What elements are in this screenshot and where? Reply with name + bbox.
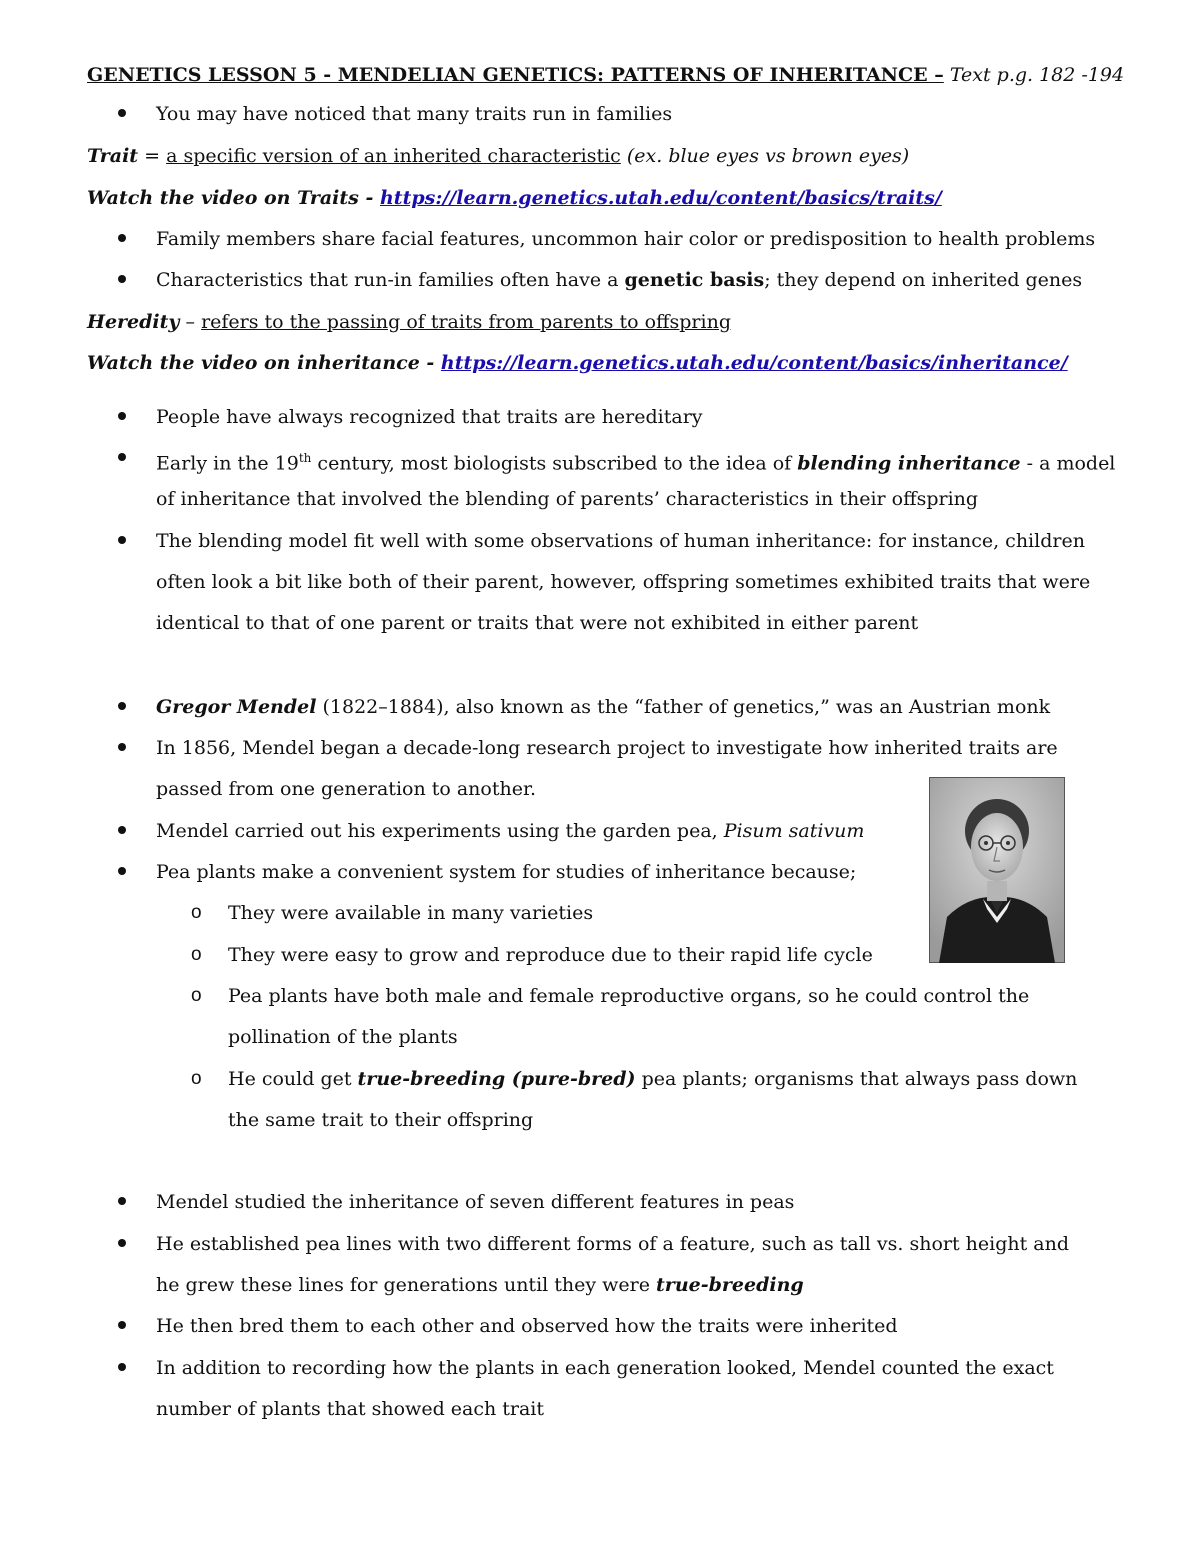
bullet-genetic-basis — [156, 268, 1082, 292]
sub-bullet-icon: o — [191, 985, 202, 1006]
bullet-icon — [118, 1363, 126, 1371]
genetic-basis-term: genetic basis — [624, 269, 765, 291]
true-breeding-term: true-breeding (pure-bred) — [357, 1068, 636, 1090]
mendel-portrait-image — [929, 777, 1065, 963]
trait-equals: = — [138, 145, 167, 167]
blending-sup: th — [298, 451, 312, 465]
blending-post: - a model — [1020, 452, 1116, 475]
lesson-title — [87, 63, 1124, 87]
blending-model-line-1: The blending model fit well with some observations of human inheritance: for instance, children — [156, 530, 1085, 552]
sub-bullet-easy-grow: They were easy to grow and reproduce due to their rapid life cycle — [228, 944, 873, 966]
pisum-sativum: Pisum sativum — [723, 820, 865, 842]
counting-line-2: number of plants that showed each trait — [156, 1398, 545, 1420]
trait-term: Trait — [87, 145, 139, 167]
blending-model-line-2: often look a bit like both of their parent, however, offspring sometimes exhibited traits that were — [156, 571, 1091, 593]
pea-lines-true-breeding: true-breeding — [656, 1274, 804, 1296]
blending-model-line-3: identical to that of one parent or traits that were not exhibited in either parent — [156, 612, 919, 634]
sub-bullet-true-breeding-line-2: the same trait to their offspring — [228, 1109, 534, 1131]
counting-line-1: In addition to recording how the plants in each generation looked, Mendel counted the exact — [156, 1357, 1054, 1379]
bullet-icon — [118, 109, 126, 117]
blending-line-2: of inheritance that involved the blending of parents’ characteristics in their offspring — [156, 488, 979, 510]
heredity-def-text: refers to the passing of traits from parents to offspring — [201, 311, 731, 333]
bullet-traits-run-in-families: You may have noticed that many traits run in families — [156, 103, 673, 125]
bullet-icon — [118, 412, 126, 420]
video-traits-line — [87, 186, 942, 210]
genetic-basis-post: ; they depend on inherited genes — [764, 269, 1083, 291]
pea-lines-pre: he grew these lines for generations until they were — [156, 1274, 657, 1296]
blending-term: blending inheritance — [797, 452, 1021, 475]
bullet-bred-each-other: He then bred them to each other and observed how the traits were inherited — [156, 1315, 898, 1337]
sub-bullet-true-breeding — [228, 1067, 1077, 1091]
bullet-icon — [118, 536, 126, 544]
bullet-icon — [118, 453, 126, 461]
title-text-ref: Text p.g. 182 -194 — [943, 64, 1125, 86]
sub-bullet-icon: o — [191, 944, 202, 965]
trait-def-text: a specific version of an inherited characteristic — [166, 145, 621, 167]
pea-lines-line-2 — [156, 1273, 804, 1297]
video-inheritance-label: Watch the video on inheritance - — [87, 352, 441, 374]
trait-definition — [87, 144, 909, 168]
mendel-research-line-2: passed from one generation to another. — [156, 778, 536, 800]
bullet-icon — [118, 826, 126, 834]
mendel-name: Gregor Mendel — [156, 696, 317, 718]
title-main: GENETICS LESSON 5 - MENDELIAN GENETICS: PATTERNS OF INHERITANCE – — [87, 64, 944, 86]
sub-bullet-varieties: They were available in many varieties — [228, 902, 594, 924]
pea-lines-line-1: He established pea lines with two different forms of a feature, such as tall vs. short height and — [156, 1233, 1070, 1255]
bullet-icon — [118, 702, 126, 710]
bullet-garden-pea — [156, 819, 864, 843]
bullet-seven-features: Mendel studied the inheritance of seven different features in peas — [156, 1191, 795, 1213]
bullet-icon — [118, 743, 126, 751]
heredity-definition — [87, 310, 731, 334]
bullet-icon — [118, 1321, 126, 1329]
mendel-research-line-1: In 1856, Mendel began a decade-long research project to investigate how inherited traits are — [156, 737, 1058, 759]
bullet-icon — [118, 1197, 126, 1205]
bullet-icon — [118, 867, 126, 875]
sub-bullet-organs-line-2: pollination of the plants — [228, 1026, 458, 1048]
mendel-desc: (1822–1884), also known as the “father of genetics,” was an Austrian monk — [316, 696, 1051, 718]
genetic-basis-pre: Characteristics that run-in families often have a — [156, 269, 625, 291]
true-breeding-pre: He could get — [228, 1068, 358, 1090]
garden-pea-pre: Mendel carried out his experiments using the garden pea, — [156, 820, 724, 842]
heredity-dash: – — [179, 311, 202, 333]
bullet-icon — [118, 1239, 126, 1247]
video-traits-label: Watch the video on Traits - — [87, 187, 380, 209]
bullet-family-features: Family members share facial features, uncommon hair color or predisposition to health problems — [156, 228, 1096, 250]
trait-example: (ex. blue eyes vs brown eyes) — [620, 145, 910, 167]
bullet-traits-hereditary: People have always recognized that traits are hereditary — [156, 406, 703, 428]
blending-pre: Early in the 19 — [156, 452, 299, 475]
video-inheritance-line — [87, 351, 1068, 375]
bullet-icon — [118, 234, 126, 242]
sub-bullet-icon: o — [191, 1068, 202, 1089]
sub-bullet-organs-line-1: Pea plants have both male and female reproductive organs, so he could control the — [228, 985, 1030, 1007]
inheritance-video-link[interactable]: https://learn.genetics.utah.edu/content/basics/inheritance/ — [440, 352, 1068, 374]
bullet-gregor-mendel — [156, 695, 1050, 719]
true-breeding-post: pea plants; organisms that always pass down — [635, 1068, 1078, 1090]
heredity-term: Heredity — [87, 311, 180, 333]
sub-bullet-icon: o — [191, 902, 202, 923]
blending-mid: century, most biologists subscribed to the idea of — [311, 452, 798, 475]
bullet-blending-inheritance — [156, 446, 1115, 475]
bullet-icon — [118, 275, 126, 283]
traits-video-link[interactable]: https://learn.genetics.utah.edu/content/basics/traits/ — [379, 187, 942, 209]
bullet-pea-convenient: Pea plants make a convenient system for studies of inheritance because; — [156, 861, 857, 883]
